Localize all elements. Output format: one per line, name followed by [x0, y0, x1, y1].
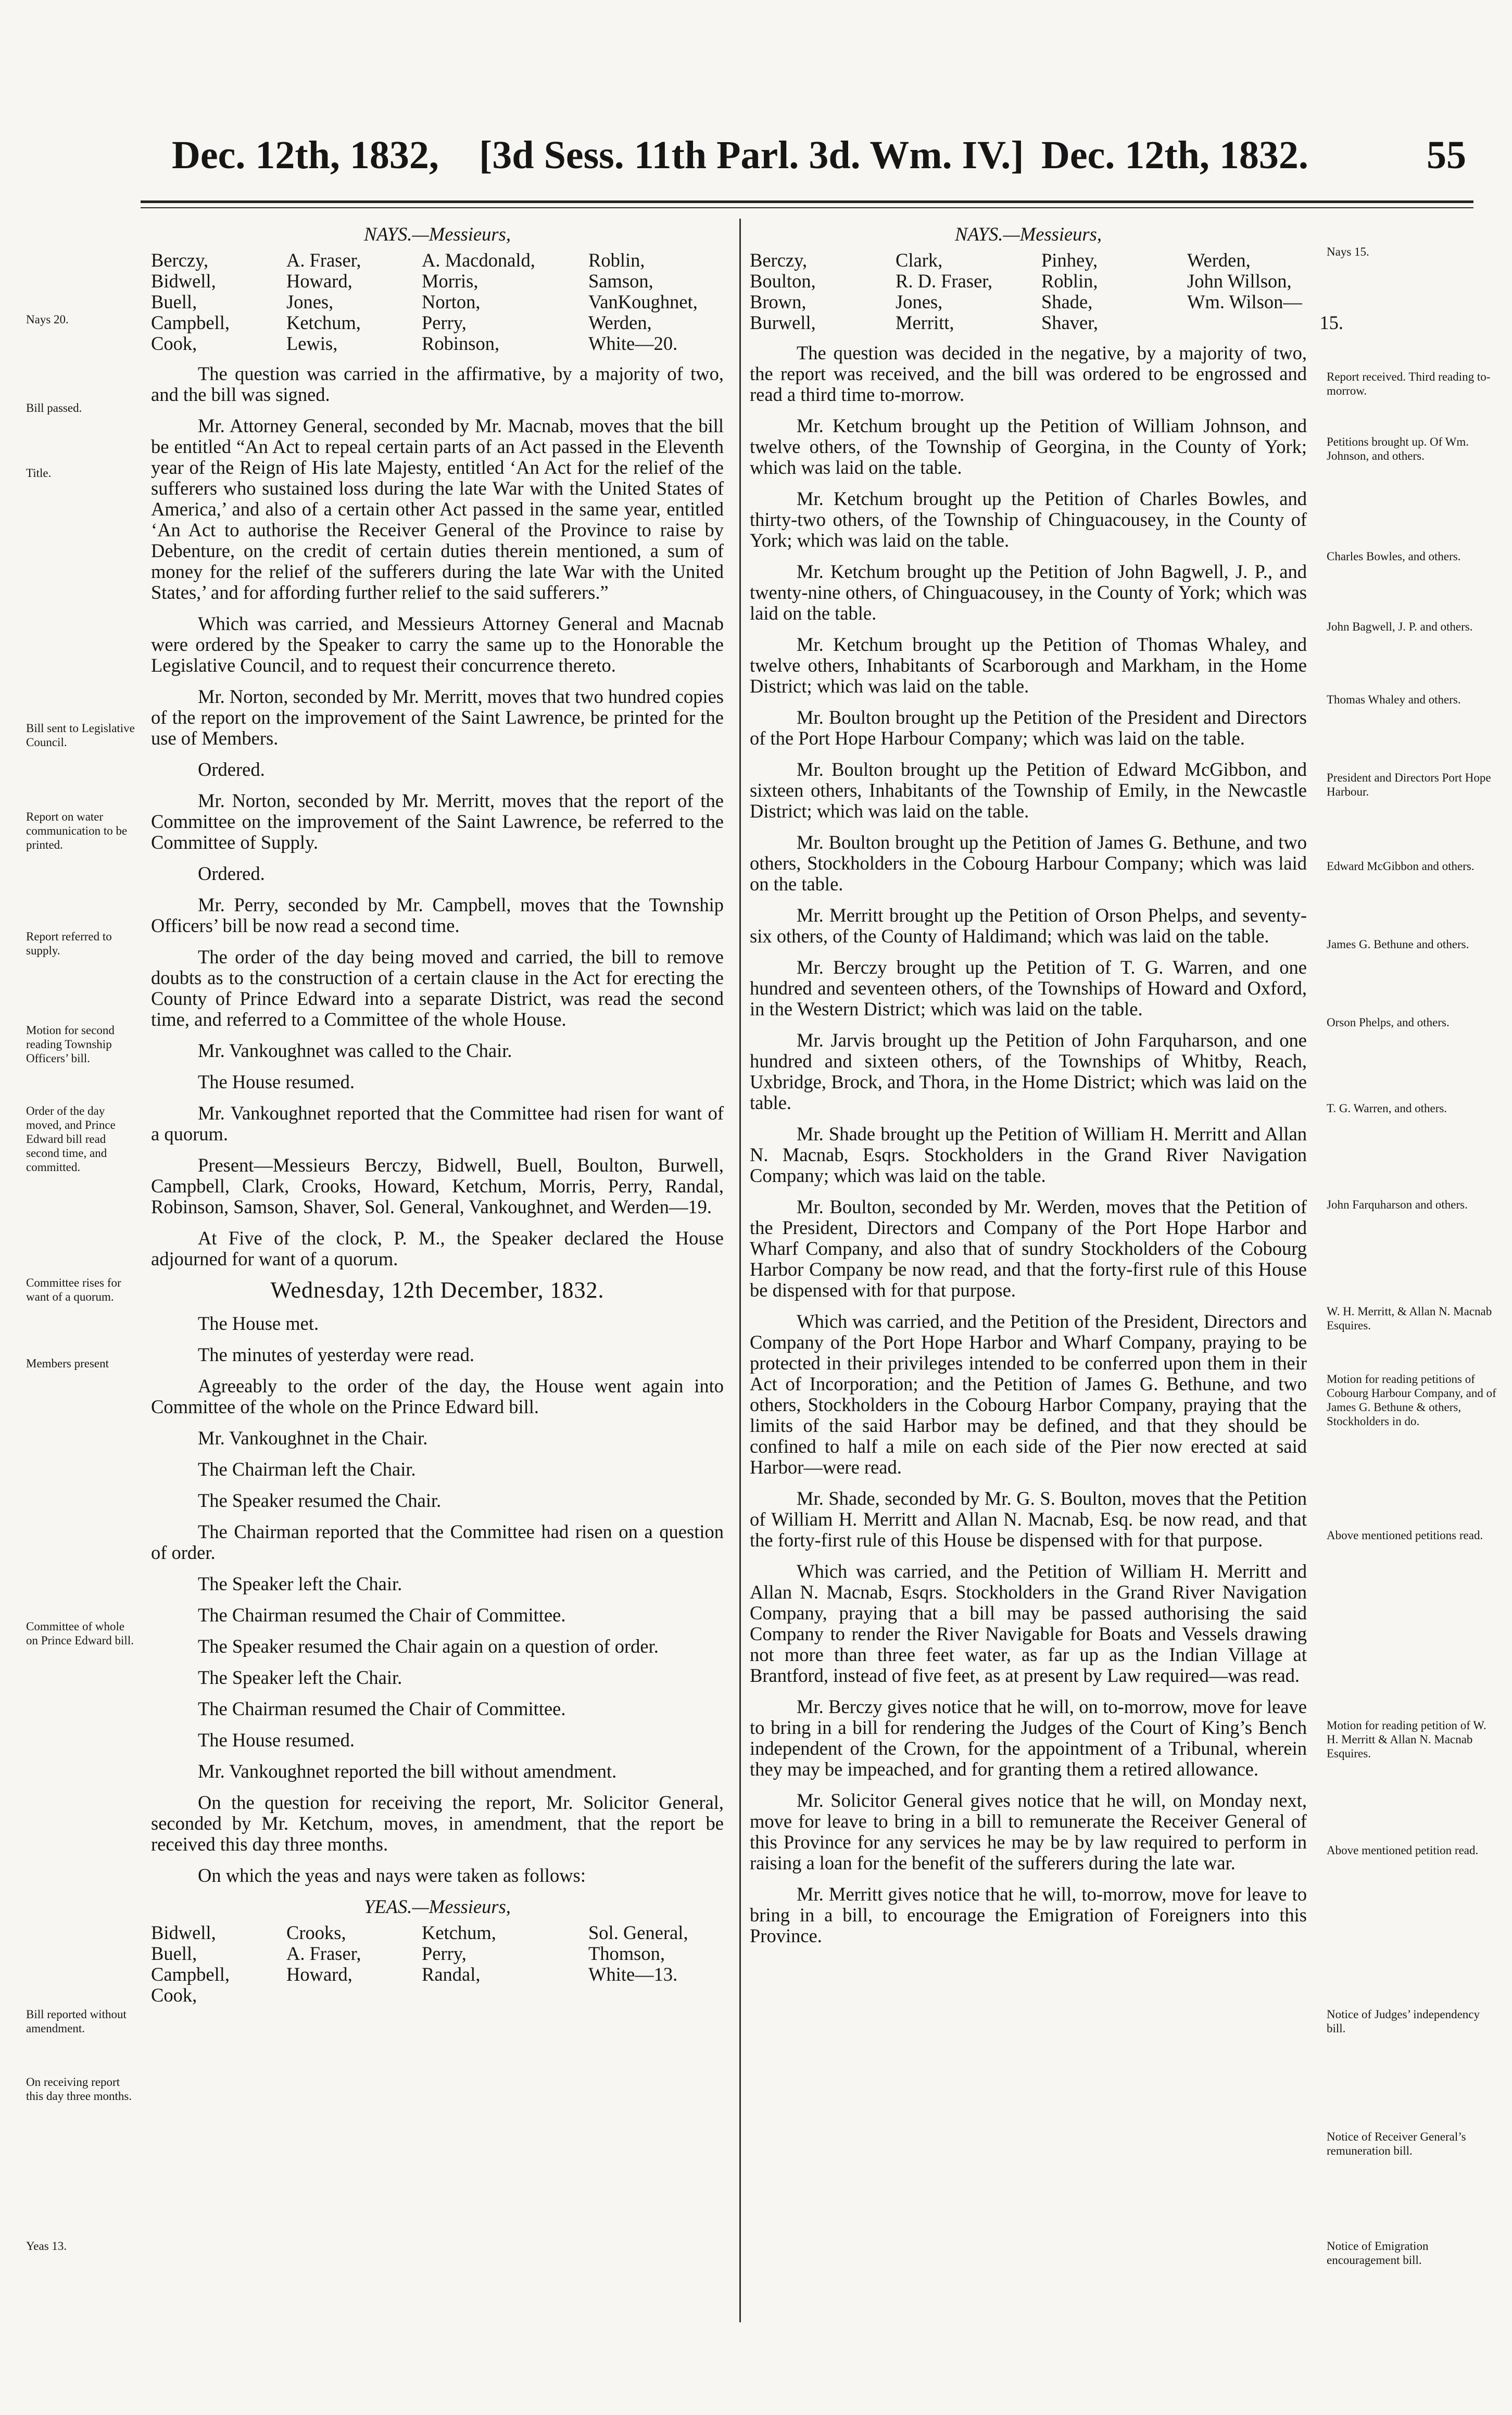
name: Perry,: [422, 1943, 467, 1964]
nays-list-right: [750, 249, 1343, 333]
name: Robinson,: [422, 333, 500, 354]
paragraph: Mr. Jarvis brought up the Petition of John Farquharson, and one hundred and sixteen others, of the Townships of Whitby, Reach, Uxbridge, Brock, and Thora, in the Home District; which was laid on the table.: [750, 1029, 1307, 1113]
name: Buell,: [151, 1943, 197, 1964]
paragraph: On which the yeas and nays were taken as follows:: [198, 1865, 586, 1886]
margin-note-committee-rises: Committee rises for want of a quorum.: [26, 1276, 121, 1303]
name: Berczy,: [750, 249, 808, 271]
margin-note-whaley: Thomas Whaley and others.: [1327, 693, 1461, 706]
paragraph: Mr. Boulton brought up the Petition of the President and Directors of the Port Hope Harbour Company; which was laid on the table.: [750, 707, 1307, 749]
margin-note-bill-reported: Bill reported without amendment.: [26, 2008, 127, 2035]
paragraph: Agreeably to the order of the day, the House went again into Committee of the whole on the Prince Edward bill.: [151, 1375, 724, 1417]
paragraph: At Five of the clock, P. M., the Speaker declared the House adjourned for want of a quorum.: [151, 1227, 724, 1269]
name: Clark,: [896, 249, 943, 271]
paragraph: Mr. Ketchum brought up the Petition of William Johnson, and twelve others, of the Township of Georgina, in the County of York; which was laid on the table.: [750, 415, 1307, 478]
paragraph: The Speaker left the Chair.: [198, 1573, 402, 1594]
name: Shade,: [1041, 291, 1093, 312]
name: Burwell,: [750, 312, 816, 333]
margin-note-farquharson: John Farquharson and others.: [1327, 1198, 1468, 1211]
paragraph: Mr. Boulton, seconded by Mr. Werden, moves that the Petition of the President, Directors and Company of the Port Hope Harbor and Wharf Company, and also that of sundry Stockholders of the Cobourg Harbor Company be now read, and that the forty-first rule of this House be dispensed with for that purpose.: [750, 1196, 1307, 1301]
name: Ketchum,: [286, 312, 361, 333]
paragraph: Mr. Berczy brought up the Petition of T. G. Warren, and one hundred and seventeen others, of the Townships of Howard and Oxford, in the Western District; which was laid on the table.: [750, 957, 1307, 1020]
margin-note-mcgibbon: Edward McGibbon and others.: [1327, 860, 1475, 873]
paragraph: Mr. Ketchum brought up the Petition of Charles Bowles, and thirty-two others, of the Township of Chinguacousey, in the County of York; which was laid on the table.: [750, 488, 1307, 551]
name: John Willson,: [1187, 270, 1292, 292]
paragraph: Mr. Norton, seconded by Mr. Merritt, moves that the report of the Committee on the improvement of the Saint Lawrence, be referred to the Committee of Supply.: [151, 790, 724, 853]
name: Lewis,: [286, 333, 338, 354]
name: Werden,: [1187, 249, 1251, 271]
name: Shaver,: [1041, 312, 1099, 333]
name: Roblin,: [588, 249, 645, 271]
name: Howard,: [286, 270, 352, 292]
paragraph: The Speaker resumed the Chair.: [198, 1490, 442, 1511]
paragraph: Which was carried, and Messieurs Attorney General and Macnab were ordered by the Speaker to carry the same up to the Honorable the Legislative Council, and to request their concurrence thereto.: [151, 613, 724, 676]
paragraph: Which was carried, and the Petition of the President, Directors and Company of the Port Hope Harbor and Wharf Company, praying to be protected in their privileges intended to be conferred upon them in their Act of Incorporation; and the Petition of James G. Bethune, and two others, Stockholders in the Cobourg Harbor Company, praying that the limits of the said Harbor may be defined, and that they should be confined to half a mile on each side of the Pier now erected at said Harbor—were read.: [750, 1311, 1307, 1478]
margin-note-report-received: Report received. Third reading to-morrow.: [1327, 370, 1491, 397]
name: Merritt,: [896, 312, 954, 333]
margin-note-committee-whole: Committee of whole on Prince Edward bill.: [26, 1620, 134, 1647]
paragraph: Mr. Merritt brought up the Petition of Orson Phelps, and seventy-six others, of the County of Haldimand; which was laid on the table.: [750, 904, 1307, 947]
name: Campbell,: [151, 312, 230, 333]
paragraph: Mr. Perry, seconded by Mr. Campbell, moves that the Township Officers’ bill be now read a second time.: [151, 894, 724, 936]
margin-note-merritt-macnab: W. H. Merritt, & Allan N. Macnab Esquires.: [1327, 1305, 1492, 1332]
name: White—13.: [588, 1964, 678, 1985]
name: Jones,: [896, 291, 943, 312]
margin-note-receiver: Notice of Receiver General’s remuneration bill.: [1327, 2130, 1466, 2157]
yeas-heading: YEAS.—Messieurs,: [364, 1896, 511, 1917]
page-number: 55: [1427, 133, 1466, 177]
margin-note-above-read-1: Above mentioned petitions read.: [1327, 1529, 1483, 1542]
paragraph: Mr. Vankoughnet in the Chair.: [198, 1427, 428, 1449]
paragraph: Ordered.: [198, 759, 265, 780]
paragraph: Mr. Vankoughnet was called to the Chair.: [198, 1040, 512, 1061]
margin-note-bill-sent: Bill sent to Legislative Council.: [26, 722, 135, 749]
paragraph: The Chairman resumed the Chair of Committee.: [198, 1698, 566, 1719]
column-divider: [739, 219, 741, 2322]
nays-heading-left: NAYS.—Messieurs,: [364, 223, 511, 245]
margin-note-motion-read: Motion for reading petitions of Cobourg Harbour Company, and of James G. Bethune & others, Stockholders in do.: [1327, 1373, 1496, 1428]
margin-note-title: Title.: [26, 467, 52, 480]
header-rule-thin: [141, 207, 1473, 208]
running-header: [156, 133, 1466, 195]
paragraph: The question was carried in the affirmative, by a majority of two, and the bill was signed.: [151, 363, 724, 405]
margin-note-yeas13: Yeas 13.: [26, 2240, 67, 2253]
name: Perry,: [422, 312, 467, 333]
nays-heading-right: NAYS.—Messieurs,: [955, 223, 1102, 245]
name: Boulton,: [750, 270, 816, 292]
name: Bidwell,: [151, 1922, 216, 1943]
paragraph: The House met.: [198, 1313, 319, 1334]
name: Sol. General,: [588, 1922, 688, 1943]
paragraph: Mr. Berczy gives notice that he will, on to-morrow, move for leave to bring in a bill for rendering the Judges of the Court of King’s Bench independent of the Crown, for the appointment of a Tribunal, wherein they may be impeached, and for granting them a retired allowance.: [750, 1696, 1307, 1780]
name: Campbell,: [151, 1964, 230, 1985]
paragraph: The House resumed.: [198, 1729, 355, 1751]
paragraph: The Chairman resumed the Chair of Committee.: [198, 1604, 566, 1626]
margin-note-report-water: Report on water communication to be printed.: [26, 810, 128, 851]
paragraph: Mr. Vankoughnet reported that the Committee had risen for want of a quorum.: [151, 1102, 724, 1144]
margin-note-nays15: Nays 15.: [1327, 245, 1369, 258]
name: Ketchum,: [422, 1922, 496, 1943]
header-date-left: Dec. 12th, 1832,: [172, 133, 439, 177]
paragraph: Mr. Solicitor General gives notice that he will, on Monday next, move for leave to bring in a bill to remunerate the Receiver General of this Province for any services he may be by law required to perform in raising a loan for the benefit of the sufferers during the late war.: [750, 1790, 1307, 1873]
paragraph: The Chairman left the Chair.: [198, 1458, 416, 1480]
paragraph: Mr. Boulton brought up the Petition of Edward McGibbon, and sixteen others, Inhabitants of the Township of Emily, in the Newcastle District; which was laid on the table.: [750, 759, 1307, 822]
name: R. D. Fraser,: [896, 270, 993, 292]
margin-note-bethune: James G. Bethune and others.: [1327, 938, 1469, 951]
margin-note-judges: Notice of Judges’ independency bill.: [1327, 2008, 1480, 2035]
name: A. Fraser,: [286, 249, 361, 271]
paragraph: Which was carried, and the Petition of William H. Merritt and Allan N. Macnab, Esqrs. Stockholders in the Grand River Navigation Company, praying that a bill may be passed authorising the said Company to render the River Navigable for Boats and Vessels drawing not more than three feet water, as far up as the Indian Village at Brantford, instead of five feet, as at present by Law required—was read.: [750, 1561, 1307, 1686]
name: Cook,: [151, 333, 197, 354]
margin-note-order-day: Order of the day moved, and Prince Edward bill read second time, and committed.: [26, 1104, 116, 1174]
margin-note-phelps: Orson Phelps, and others.: [1327, 1016, 1450, 1029]
margin-note-motion-township: Motion for second reading Township Officers’ bill.: [26, 1024, 115, 1065]
paragraph: Mr. Merritt gives notice that he will, to-morrow, move for leave to bring in a bill, to encourage the Emigration of Foreigners into this Province.: [750, 1883, 1307, 1946]
right-column: [750, 223, 1343, 1957]
name: Howard,: [286, 1964, 352, 1985]
name: Norton,: [422, 291, 481, 312]
name: A. Macdonald,: [422, 249, 535, 271]
name: Jones,: [286, 291, 334, 312]
paragraph: Mr. Ketchum brought up the Petition of Thomas Whaley, and twelve others, Inhabitants of Scarborough and Markham, in the Home District; which was laid on the table.: [750, 634, 1307, 697]
header-rule-thick: [141, 200, 1473, 203]
name: Roblin,: [1041, 270, 1098, 292]
margin-note-on-receiving: On receiving report this day three months.: [26, 2076, 132, 2103]
margin-note-nays20: Nays 20.: [26, 313, 69, 326]
name: A. Fraser,: [286, 1943, 361, 1964]
name: Werden,: [588, 312, 652, 333]
margin-note-porthope: President and Directors Port Hope Harbour.: [1327, 771, 1491, 798]
paragraph: Mr. Shade brought up the Petition of William H. Merritt and Allan N. Macnab, Esqrs. Stockholders in the Grand River Navigation Company; which was laid on the table.: [750, 1123, 1307, 1186]
day-heading: Wednesday, 12th December, 1832.: [270, 1277, 604, 1303]
name: Cook,: [151, 1984, 197, 2006]
paragraph: On the question for receiving the report, Mr. Solicitor General, seconded by Mr. Ketchum, moves, in amendment, that the report be received this day three months.: [151, 1792, 724, 1855]
paragraph: The Chairman reported that the Committee had risen on a question of order.: [151, 1521, 724, 1563]
margin-note-above-read-2: Above mentioned petition read.: [1327, 1844, 1479, 1857]
paragraph: Mr. Norton, seconded by Mr. Merritt, moves that two hundred copies of the report on the improvement of the Saint Lawrence, be printed for the use of Members.: [151, 686, 724, 749]
name: Buell,: [151, 291, 197, 312]
margin-note-bagwell: John Bagwell, J. P. and others.: [1327, 620, 1473, 633]
name: Pinhey,: [1041, 249, 1098, 271]
margin-note-bill-passed: Bill passed.: [26, 401, 82, 414]
paragraph: The Speaker resumed the Chair again on a question of order.: [198, 1636, 659, 1657]
left-column: [151, 224, 724, 2015]
paragraph: Mr. Boulton brought up the Petition of James G. Bethune, and two others, Stockholders in the Cobourg Harbour Company; which was laid on the table.: [750, 832, 1307, 895]
paragraph: Mr. Ketchum brought up the Petition of John Bagwell, J. P., and twenty-nine others, of Chinguacousey, in the County of York; which was laid on the table.: [750, 561, 1307, 624]
margin-note-report-referred: Report referred to supply.: [26, 930, 112, 957]
header-date-right: Dec. 12th, 1832.: [1041, 133, 1308, 177]
paragraph: Mr. Vankoughnet reported the bill without amendment.: [198, 1760, 617, 1782]
paragraph: The minutes of yesterday were read.: [198, 1344, 475, 1365]
name: Thomson,: [588, 1943, 665, 1964]
name: 15.: [1319, 312, 1343, 333]
margin-note-members-present: Members present: [26, 1357, 109, 1370]
name: Crooks,: [286, 1922, 346, 1943]
margin-note-emigration: Notice of Emigration encouragement bill.: [1327, 2240, 1429, 2267]
margin-note-warren: T. G. Warren, and others.: [1327, 1102, 1447, 1115]
name: Berczy,: [151, 249, 209, 271]
name: White—20.: [588, 333, 678, 354]
name: Brown,: [750, 291, 807, 312]
paragraph: The Speaker left the Chair.: [198, 1667, 402, 1688]
margin-note-bowles: Charles Bowles, and others.: [1327, 550, 1461, 563]
paragraph: The order of the day being moved and carried, the bill to remove doubts as to the construction of a certain clause in the Act for erecting the County of Prince Edward into a separate District, was read the second time, and referred to a Committee of the whole House.: [151, 946, 724, 1030]
name: Samson,: [588, 270, 653, 292]
paragraph: Ordered.: [198, 863, 265, 884]
margin-note-motion-merritt: Motion for reading petition of W. H. Merritt & Allan N. Macnab Esquires.: [1327, 1719, 1486, 1760]
margin-note-johnson: Petitions brought up. Of Wm. Johnson, and others.: [1327, 435, 1469, 462]
paragraph: The House resumed.: [198, 1071, 355, 1092]
name: Bidwell,: [151, 270, 216, 292]
paragraph: Present—Messieurs Berczy, Bidwell, Buell, Boulton, Burwell, Campbell, Clark, Crooks, Howard, Ketchum, Morris, Perry, Randal, Robinson, Samson, Shaver, Sol. General, Vankoughnet, and Werden—19.: [151, 1154, 724, 1217]
paragraph: Mr. Attorney General, seconded by Mr. Macnab, moves that the bill be entitled “An Act to repeal certain parts of an Act passed in the Eleventh year of the Reign of His late Majesty, entitled ‘An Act for the relief of the sufferers who sustained loss during the late War with the United States of America,’ and also of a certain other Act passed in the same year, entitled ‘An Act to authorise the Receiver General of the Province to raise by Debenture, on the credit of certain duties therein mentioned, a sum of money for the relief of the sufferers during the late War with the United States,’ and for affording further relief to the said sufferers.”: [151, 415, 724, 603]
header-session: [3d Sess. 11th Parl. 3d. Wm. IV.]: [479, 133, 1024, 177]
paragraph: The question was decided in the negative, by a majority of two, the report was received, and the bill was ordered to be engrossed and read a third time to-morrow.: [750, 342, 1307, 405]
name: Randal,: [422, 1964, 481, 1985]
name: Wm. Wilson—: [1187, 291, 1302, 312]
nays-list-left: [151, 250, 724, 354]
yeas-list: [151, 1922, 724, 2006]
name: Morris,: [422, 270, 478, 292]
name: VanKoughnet,: [588, 291, 698, 312]
paragraph: Mr. Shade, seconded by Mr. G. S. Boulton, moves that the Petition of William H. Merritt and Allan N. Macnab, Esq. be now read, and that the forty-first rule of this House be dispensed with for that purpose.: [750, 1488, 1307, 1551]
